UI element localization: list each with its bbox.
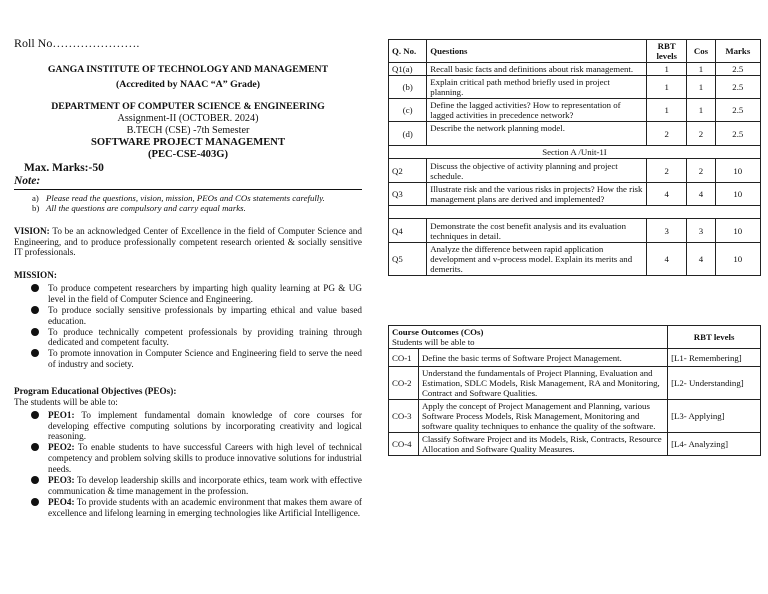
list-item: To promote innovation in Computer Science and Engineering field to serve the need of industry and society. [14, 348, 362, 370]
roll-number: Roll No…………………. [14, 36, 140, 50]
table-row: CO-3 Apply the concept of Project Management and Planning, various Software Process Models, Risk Management, Monitoring and software quality techniques to enhance the quality of the software. [L3- Applying] [389, 400, 761, 433]
co-header-rbt: RBT levels [668, 326, 761, 349]
header-cos: Cos [687, 40, 715, 63]
list-item: To produce socially sensitive professionals by imparting ethical and value based education. [14, 305, 362, 327]
table-header [389, 40, 761, 63]
section-row [389, 146, 761, 159]
left-column [14, 36, 362, 518]
empty-row [389, 206, 761, 219]
bullet-icon [31, 476, 39, 484]
section-title: Section A /Unit-1I [389, 146, 761, 159]
table-row: CO-1 Define the basic terms of Software Project Management. [L1- Remembering] [389, 349, 761, 367]
course-outcomes-table [388, 325, 761, 456]
list-item: PEO1: To implement fundamental domain knowledge of core courses for developing effective computing solutions by incorporating creativity and logical reasoning. [14, 410, 362, 443]
table-header [389, 326, 761, 349]
table-row: (b) Explain critical path method briefly used in project planning. 1 1 2.5 [389, 76, 761, 99]
list-item: To produce competent researchers by imparting high quality learning at PG & UG level in the field of Computer Science and Engineering. [14, 283, 362, 305]
assignment-title: Assignment-II (OCTOBER. 2024) [117, 112, 259, 124]
bullet-icon [31, 349, 39, 357]
bullet-icon [31, 498, 39, 506]
table-row: Q1(a) Recall basic facts and definitions about risk management. 1 1 2.5 [389, 63, 761, 76]
vision-statement: VISION: To be an acknowledged Center of Excellence in the field of Computer Science and Engineering, and to produce professionally competent research oriented & socially sensitive IT professionals. [14, 225, 362, 258]
subject-code: (PEC-CSE-403G) [147, 149, 229, 161]
max-marks: Max. Marks:-50 [24, 161, 104, 174]
accreditation: (Accredited by NAAC “A” Grade) [115, 78, 261, 90]
note-list [14, 193, 362, 214]
list-item: PEO2: To enable students to have successful Careers with high level of technical competency and problem solving skills to produce innovative solutions for industrial needs. [14, 442, 362, 475]
bullet-icon [31, 306, 39, 314]
peos-heading: Program Educational Objectives (PEOs): [14, 386, 177, 397]
course-name: B.TECH (CSE) -7th Semester [126, 124, 250, 136]
table-row: Q3 Illustrate risk and the various risks in projects? How the risk management plans are derived and implemented? 4 4 10 [389, 183, 761, 206]
table-row: Q4 Demonstrate the cost benefit analysis and its evaluation techniques in detail. 3 3 10 [389, 219, 761, 243]
header-marks: Marks [715, 40, 760, 63]
note-label: Note: [14, 175, 362, 190]
co-header-title: Course Outcomes (COs) [392, 327, 484, 337]
subject-name: SOFTWARE PROJECT MANAGEMENT [90, 136, 286, 148]
bullet-icon [31, 328, 39, 336]
table-row: (d) Describe the network planning model. 2 2 2.5 [389, 122, 761, 146]
peos-intro: The students will be able to: [14, 396, 118, 407]
mission-heading: MISSION: [14, 270, 57, 281]
header-rbt: RBT levels [647, 40, 687, 63]
table-row: Q2 Discuss the objective of activity planning and project schedule. 2 2 10 [389, 159, 761, 183]
list-item: To produce technically competent professionals by providing training through dedicated and competent faculty. [14, 327, 362, 349]
header-qno: Q. No. [389, 40, 427, 63]
bullet-icon [31, 284, 39, 292]
table-row: CO-4 Classify Software Project and its Models, Risk, Contracts, Resource Allocation and Software Quality Measures. [L4- Analyzing] [389, 433, 761, 456]
peos-list [14, 410, 362, 519]
institute-name: GANGA INSTITUTE OF TECHNOLOGY AND MANAGEMENT [47, 64, 329, 76]
header-questions: Questions [427, 40, 647, 63]
note-item: b) All the questions are compulsory and carry equal marks. [32, 203, 246, 214]
table-row: CO-2 Understand the fundamentals of Project Planning, Evaluation and Estimation, SDLC Models, Risk Management, RA and Monitoring, Contract and Software Qualities. [L2- Understanding] [389, 367, 761, 400]
table-row: (c) Define the lagged activities? How to representation of lagged activities in precedence network? 1 1 2.5 [389, 99, 761, 122]
co-header [389, 326, 668, 349]
list-item: PEO4: To provide students with an academic environment that makes them aware of excellence and lifelong learning in emerging technologies like Artificial Intelligence. [14, 497, 362, 519]
note-item: a) Please read the questions, vision, mission, PEOs and COs statements carefully. [32, 192, 325, 203]
mission-list [14, 283, 362, 370]
bullet-icon [31, 443, 39, 451]
questions-table [388, 39, 761, 276]
table-row: Q5 Analyze the difference between rapid application development and v-process model. Explain its merits and demerits. 4 4 10 [389, 243, 761, 276]
bullet-icon [31, 411, 39, 419]
co-header-sub: Students will be able to [392, 337, 475, 347]
department-name: DEPARTMENT OF COMPUTER SCIENCE & ENGINEERING [51, 101, 325, 113]
list-item: PEO3: To develop leadership skills and incorporate ethics, team work with effective communication & time management in the profession. [14, 475, 362, 497]
